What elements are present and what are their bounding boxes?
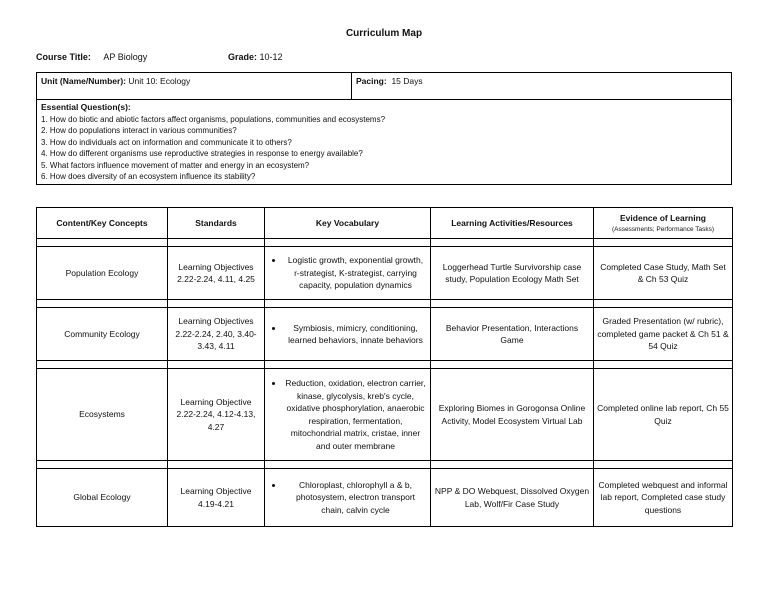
activities-cell: Exploring Biomes in Gorogonsa Online Activity, Model Ecosystem Virtual Lab [431,369,594,461]
spacer-row [37,239,733,247]
grade-line [228,52,283,62]
page-title: Curriculum Map [345,28,423,39]
table-row [37,247,733,300]
spacer-row [37,361,733,369]
table-row [37,469,733,527]
pacing-value: 15 Days [391,76,423,86]
standards-cell: Learning Objectives 2.22-2.24, 2.40, 3.40-3.43, 4.11 [168,308,265,361]
vocabulary-cell [265,369,431,461]
unit-value: Unit 10: Ecology [128,76,191,86]
header-evidence-title: Evidence of Learning [620,213,706,224]
essential-question: 5. What factors influence movement of matter and energy in an ecosystem? [41,160,310,170]
activities-cell: Behavior Presentation, Interactions Game [431,308,594,361]
grade-value: 10-12 [259,52,283,62]
unit-cell [41,76,190,86]
table-header-row [37,208,733,239]
evidence-cell: Completed online lab report, Ch 55 Quiz [594,369,733,461]
spacer-row [37,300,733,308]
evidence-cell: Graded Presentation (w/ rubric), completed game packet & Ch 51 & 54 Quiz [594,308,733,361]
evidence-cell: Completed Case Study, Math Set & Ch 53 Quiz [594,247,733,300]
table-row [37,369,733,461]
unit-info-box [36,72,732,185]
concept-cell: Ecosystems [37,369,168,461]
header-standards: Standards [168,208,265,239]
vocabulary-item: • Logistic growth, exponential growth, r-strategist, K-strategist, carrying capacity, population dynamics [284,254,427,292]
pacing-label: Pacing: [356,76,387,86]
concept-cell: Population Ecology [37,247,168,300]
pacing-cell [351,73,731,99]
vocabulary-cell [265,469,431,527]
header-evidence-subtitle: (Assessments; Performance Tasks) [611,225,715,233]
course-title-value: AP Biology [103,52,148,62]
table-row [37,308,733,361]
essential-question: 3. How do individuals act on information and communicate it to others? [41,137,292,147]
concept-cell: Global Ecology [37,469,168,527]
course-title-label: Course Title: [36,52,91,62]
activities-cell: NPP & DO Webquest, Dissolved Oxygen Lab, Wolf/Fir Case Study [431,469,594,527]
unit-label: Unit (Name/Number): [41,76,127,86]
spacer-row [37,461,733,469]
grade-label: Grade: [228,52,258,62]
concept-cell: Community Ecology [37,308,168,361]
vocabulary-cell [265,247,431,300]
essential-question: 6. How does diversity of an ecosystem influence its stability? [41,172,256,181]
vocabulary-cell [265,308,431,361]
header-vocabulary: Key Vocabulary [265,208,431,239]
essential-questions-label: Essential Question(s): [41,102,131,112]
vocabulary-item: • Chloroplast, chlorophyll a & b, photosystem, electron transport chain, calvin cycle [284,479,427,517]
evidence-cell: Completed webquest and informal lab report, Completed case study questions [594,469,733,527]
curriculum-table [36,207,733,527]
header-activities: Learning Activities/Resources [431,208,594,239]
vocabulary-item: • Symbiosis, mimicry, conditioning, learned behaviors, innate behaviors [284,322,427,347]
vocabulary-item: • Reduction, oxidation, electron carrier, kinase, glycolysis, kreb's cycle, oxidative phosphorylation, anaerobic respiration, fermentation, mitochondrial matrix, cristae, inner and outer membrane [284,377,427,452]
course-title-line [36,52,147,62]
header-concepts: Content/Key Concepts [37,208,168,239]
essential-question: 4. How do different organisms use reproductive strategies in response to energy available? [41,149,363,158]
activities-cell: Loggerhead Turtle Survivorship case study, Population Ecology Math Set [431,247,594,300]
standards-cell: Learning Objective 2.22-2.24, 4.12-4.13, 4.27 [168,369,265,461]
essential-question: 1. How do biotic and abiotic factors affect organisms, populations, communities and ecosystems? [41,114,386,124]
essential-questions [41,102,385,183]
standards-cell: Learning Objectives 2.22-2.24, 4.11, 4.25 [168,247,265,300]
header-evidence [594,208,733,239]
unit-row [37,73,731,100]
standards-cell: Learning Objective 4.19-4.21 [168,469,265,527]
essential-question: 2. How do populations interact in various communities? [41,126,237,135]
